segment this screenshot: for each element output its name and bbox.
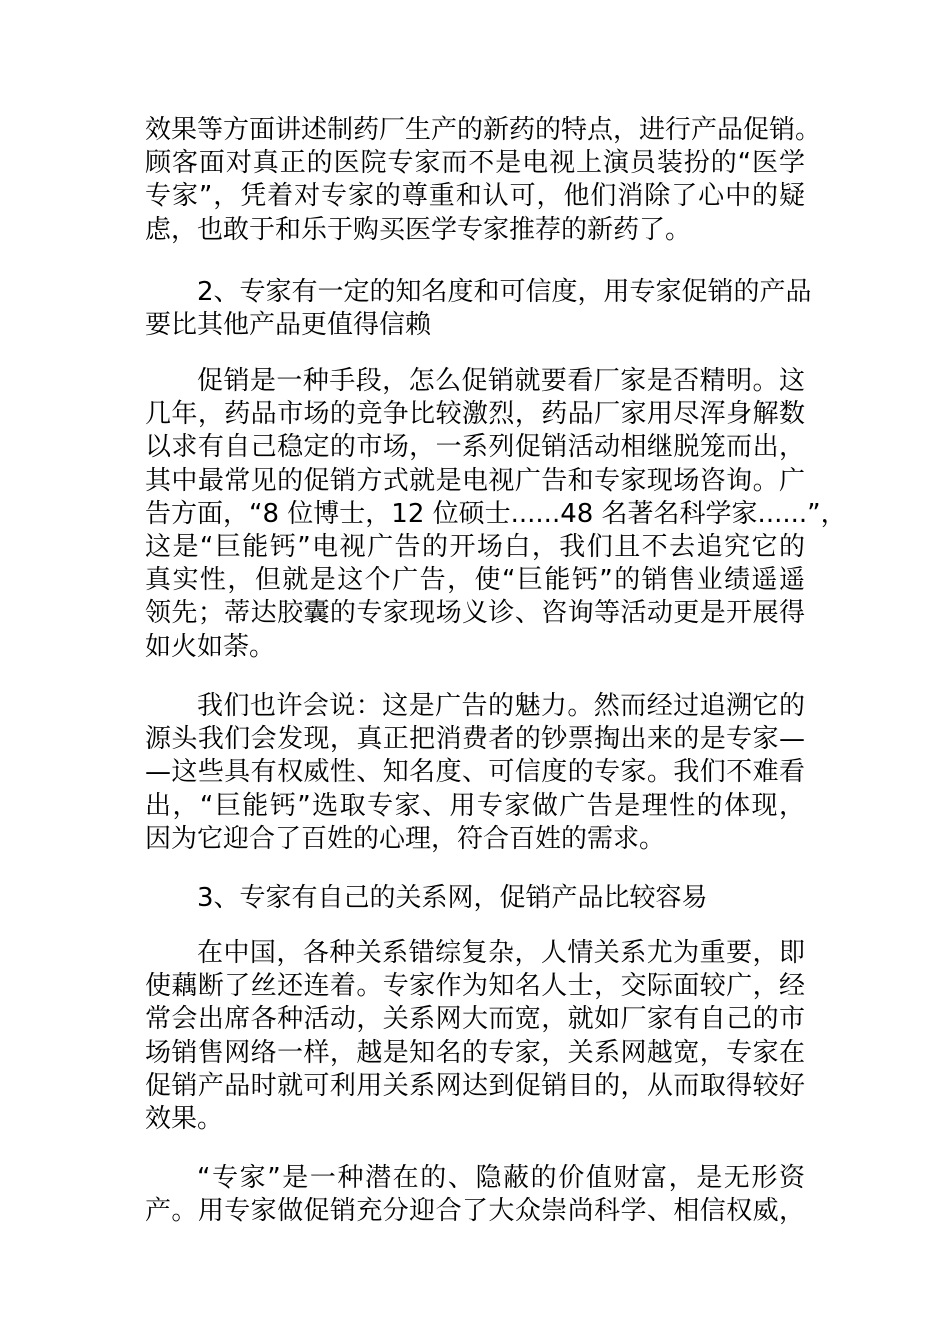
paragraph-network	[145, 937, 805, 1136]
text-line: 领先；蒂达胶囊的专家现场义诊、咨询等活动更是开展得	[145, 598, 805, 629]
text-line: 顾客面对真正的医院专家而不是电视上演员装扮的“医学	[145, 148, 805, 179]
heading-line: 3、专家有自己的关系网，促销产品比较容易	[197, 883, 708, 913]
paragraph-advertising-charm	[145, 690, 805, 856]
text-line: 以求有自己稳定的市场，一系列促销活动相继脱笼而出，	[145, 432, 805, 463]
text-line: 其中最常见的促销方式就是电视广告和专家现场咨询。广	[145, 465, 805, 496]
text-line: 真实性，但就是这个广告，使“巨能钙”的销售业绩遥遥	[145, 565, 805, 596]
paragraph-promotion	[145, 365, 847, 664]
text-line: 在中国，各种关系错综复杂，人情关系尤为重要，即	[197, 938, 805, 968]
text-line: 促销是一种手段，怎么促销就要看厂家是否精明。这	[197, 366, 805, 396]
text-line: 虑，也敢于和乐于购买医学专家推荐的新药了。	[145, 214, 692, 245]
section-heading-3	[145, 882, 805, 915]
text-line: 专家”，凭着对专家的尊重和认可，他们消除了心中的疑	[145, 181, 805, 212]
heading-line: 2、专家有一定的知名度和可信度，用专家促销的产品	[197, 277, 812, 307]
text-line: 如火如荼。	[145, 631, 276, 662]
text-line: 效果。	[145, 1103, 224, 1134]
text-line: 场销售网络一样，越是知名的专家，关系网越宽，专家在	[145, 1037, 805, 1068]
text-line: 几年，药品市场的竞争比较激烈，药品厂家用尽浑身解数	[145, 399, 805, 430]
text-line: 产。用专家做促销充分迎合了大众崇尚科学、相信权威，	[145, 1196, 805, 1227]
text-line: 因为它迎合了百姓的心理，符合百姓的需求。	[145, 823, 666, 854]
section-heading-2	[145, 276, 812, 342]
text-line: 这是“巨能钙”电视广告的开场白，我们且不去追究它的	[145, 531, 805, 562]
text-line: 效果等方面讲述制药厂生产的新药的特点，进行产品促销。	[145, 115, 822, 145]
text-line: —这些具有权威性、知名度、可信度的专家。我们不难看	[145, 757, 805, 788]
text-line: “专家”是一种潜在的、隐蔽的价值财富，是无形资	[197, 1163, 805, 1193]
heading-line: 要比其他产品更值得信赖	[145, 310, 432, 341]
text-line: 常会出席各种活动，关系网大而宽，就如厂家有自己的市	[145, 1004, 805, 1035]
text-line: 源头我们会发现，真正把消费者的钞票掏出来的是专家—	[145, 724, 805, 755]
text-line: 出，“巨能钙”选取专家、用专家做广告是理性的体现，	[145, 790, 805, 821]
text-line: 告方面，“8 位博士，12 位硕士......48 名著名科学家......”，	[145, 498, 847, 529]
paragraph-continuation	[145, 114, 822, 247]
text-line: 促销产品时就可利用关系网达到促销目的，从而取得较好	[145, 1070, 805, 1101]
text-line: 使藕断了丝还连着。专家作为知名人士，交际面较广，经	[145, 971, 805, 1002]
paragraph-intangible-asset	[145, 1162, 805, 1228]
text-line: 我们也许会说：这是广告的魅力。然而经过追溯它的	[197, 691, 805, 721]
